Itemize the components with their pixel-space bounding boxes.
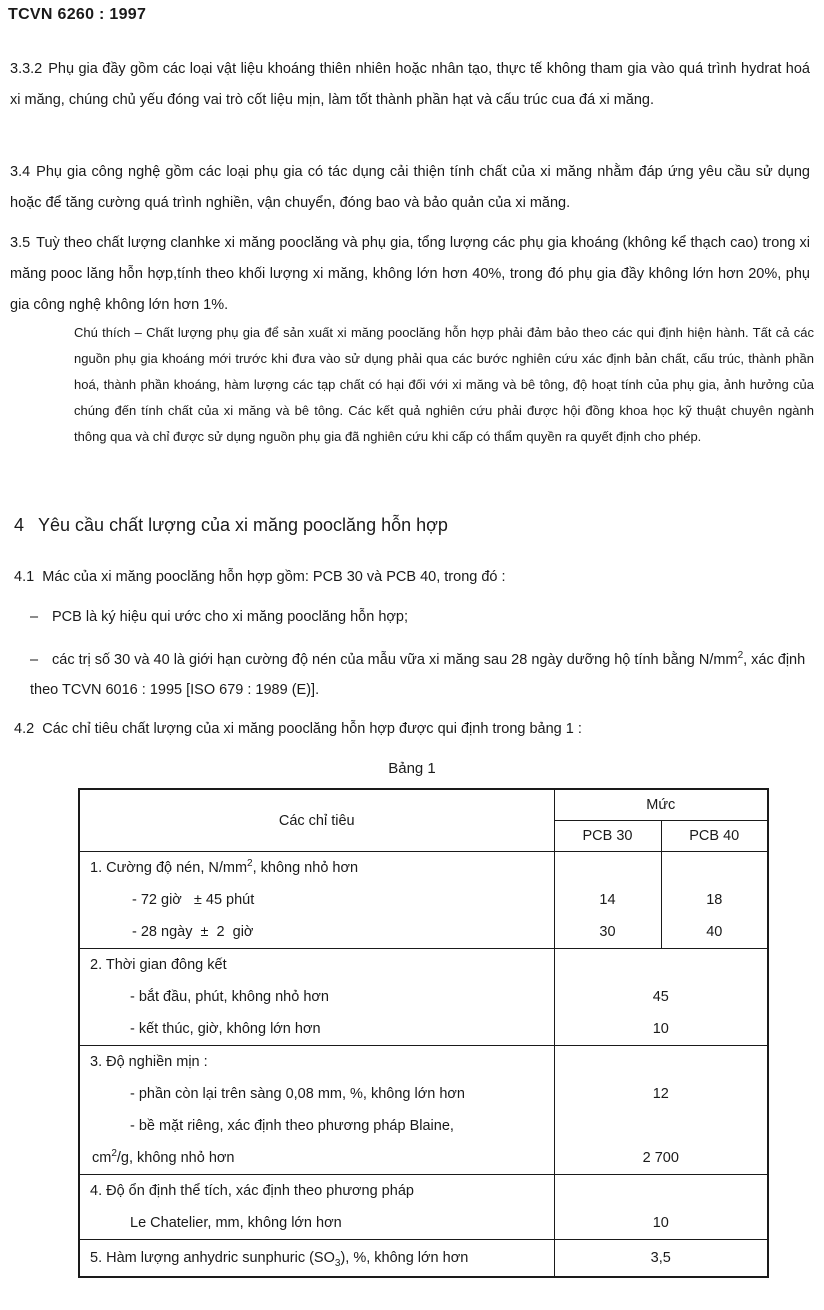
paragraph-text: Phụ gia đầy gồm các loại vật liệu khoáng thiên nhiên hoặc nhân tạo, thực tế không tham gia vào quá trình hydrat hoá xi măng, chúng chủ yếu đóng vai trò cốt liệu mịn, làm tốt thành phần hạt và cấu trúc cua đá xi măng. [10,61,810,108]
value: 14 [599,892,616,908]
criteria-title: 2. Thời gian đông kết [90,957,227,973]
table-row [79,1240,768,1278]
criteria-cell [79,1240,554,1278]
bullet-text: các trị số 30 và 40 là giới hạn cường độ nén của mẫu vữa xi măng sau 28 ngày dưỡng hộ tính bằng N/mm [52,652,738,668]
table-row [79,1046,768,1175]
paragraph-number: 3.4 [10,164,31,180]
paragraph-number: 4.1 [14,569,35,585]
paragraph-3-5 [10,228,810,321]
bullet-strength-definition [30,645,812,705]
value-cell-pcb40 [661,852,768,949]
criteria-text: 1. Cường độ nén, N/mm [90,860,248,876]
criteria-cell [79,1175,554,1240]
criteria-subitem: - phần còn lại trên sàng 0,08 mm, %, không lớn hơn [130,1086,465,1102]
document-code: TCVN 6260 : 1997 [8,6,147,23]
criteria-cell [79,1046,554,1175]
value-cell-shared [554,1046,768,1175]
superscript: 2 [737,650,744,662]
table-header-row [79,789,768,821]
superscript: 2 [247,858,253,870]
paragraph-3-4 [10,157,810,219]
criteria-cell [79,852,554,949]
criteria-title [80,1242,554,1274]
criteria-title: 4. Độ ổn định thể tích, xác định theo phương pháp [90,1183,414,1199]
header-pcb30: PCB 30 [554,821,661,852]
criteria-subitem-cont [80,1142,554,1174]
value-cell-shared [554,1175,768,1240]
criteria-subitem: - bắt đầu, phút, không nhỏ hơn [130,989,329,1005]
criteria-text: cm [92,1150,112,1166]
value: 2 700 [642,1150,679,1166]
value-cell-shared [554,949,768,1046]
subscript: 3 [334,1257,341,1269]
superscript: 2 [111,1148,117,1160]
criteria-text: 5. Hàm lượng anhydric sunphuric (SO [90,1250,335,1266]
table-row [79,1175,768,1240]
bullet-text-cont: , xác định theo TCVN 6016 : 1995 [ISO 679 : 1989 (E)]. [30,652,806,698]
criteria-subitem: - bề mặt riêng, xác định theo phương pháp Blaine, [130,1118,454,1134]
paragraph-text: Phụ gia công nghệ gồm các loại phụ gia có tác dụng cải thiện tính chất của xi măng nhằm đáp ứng yêu cầu sử dụng hoặc để tăng cường quá trình nghiền, vận chuyển, đóng bao và bảo quản của xi măng. [10,164,810,211]
criteria-subitem: - kết thúc, giờ, không lớn hơn [130,1021,321,1037]
criteria-text-cont: , không nhỏ hơn [252,860,359,876]
paragraph-3-3-2 [10,54,810,116]
criteria-subitem: Le Chatelier, mm, không lớn hơn [130,1215,342,1231]
criteria-cell [79,949,554,1046]
paragraph-number: 3.5 [10,235,31,251]
value: 3,5 [650,1250,671,1266]
value: 40 [706,924,723,940]
value: 10 [652,1021,669,1037]
paragraph-4-2 [14,714,812,744]
section-number: 4 [14,515,25,535]
value-cell-pcb30 [554,852,661,949]
paragraph-number: 3.3.2 [10,61,43,77]
paragraph-number: 4.2 [14,721,35,737]
value: 45 [652,989,669,1005]
section-title: Yêu cầu chất lượng của xi măng pooclăng hỗn hợp [38,515,448,535]
value: 10 [652,1215,669,1231]
bullet-text: PCB là ký hiệu qui ước cho xi măng pooclăng hỗn hợp; [52,609,408,625]
criteria-text-cont: /g, không nhỏ hơn [116,1150,235,1166]
table-row [79,949,768,1046]
table-caption: Bảng 1 [388,760,436,777]
paragraph-text: Tuỳ theo chất lượng clanhke xi măng pooclăng và phụ gia, tổng lượng các phụ gia khoáng (không kể thạch cao) trong xi măng pooc lăng hỗn hợp,tính theo khối lượng xi măng, không lớn hơn 40%, trong đó phụ gia đầy không lớn hơn 20%, phụ gia công nghệ không lớn hơn 1%. [10,235,810,313]
criteria-subitem: - 28 ngày ± 2 giờ [132,924,254,940]
header-level: Mức [554,789,768,821]
criteria-text-cont: ), %, không lớn hơn [340,1250,469,1266]
paragraph-text: Mác của xi măng pooclăng hỗn hợp gồm: PCB 30 và PCB 40, trong đó : [42,569,506,585]
value: 12 [652,1086,669,1102]
paragraph-text: Các chỉ tiêu chất lượng của xi măng pooclăng hỗn hợp được qui định trong bảng 1 : [42,721,582,737]
criteria-subitem: - 72 giờ ± 45 phút [132,892,255,908]
bullet-pcb-definition [30,602,810,632]
value-cell-shared [554,1240,768,1278]
table-row [79,852,768,949]
value: 30 [599,924,616,940]
dash-marker: – [30,652,39,668]
header-criteria: Các chỉ tiêu [79,789,554,852]
section-4-heading [14,515,448,536]
value: 18 [706,892,723,908]
criteria-title: 3. Độ nghiền mịn : [90,1054,208,1070]
quality-criteria-table [78,788,769,1278]
note-block: Chú thích – Chất lượng phụ gia để sản xuất xi măng pooclăng hỗn hợp phải đảm bảo theo các qui định hiện hành. Tất cả các nguồn phụ gia khoáng mới trước khi đưa vào sử dụng phải qua các bước nghiên cứu xác định bản chất, cấu trúc, thành phần hoá, thành phần khoáng, hàm lượng các tạp chất có hại đối với xi măng và bê tông, độ hoạt tính của phụ gia, ảnh hưởng của chúng đến tính chất của xi măng và bê tông. Các kết quả nghiên cứu phải được hội đồng khoa học kỹ thuật chuyên ngành thông qua và chỉ được sử dụng nguồn phụ gia đã nghiên cứu khi cấp có thẩm quyền ra quyết định cho phép. [74,325,814,444]
criteria-title [80,852,554,884]
paragraph-4-1 [14,562,812,592]
header-pcb40: PCB 40 [661,821,768,852]
dash-marker: – [30,609,39,625]
